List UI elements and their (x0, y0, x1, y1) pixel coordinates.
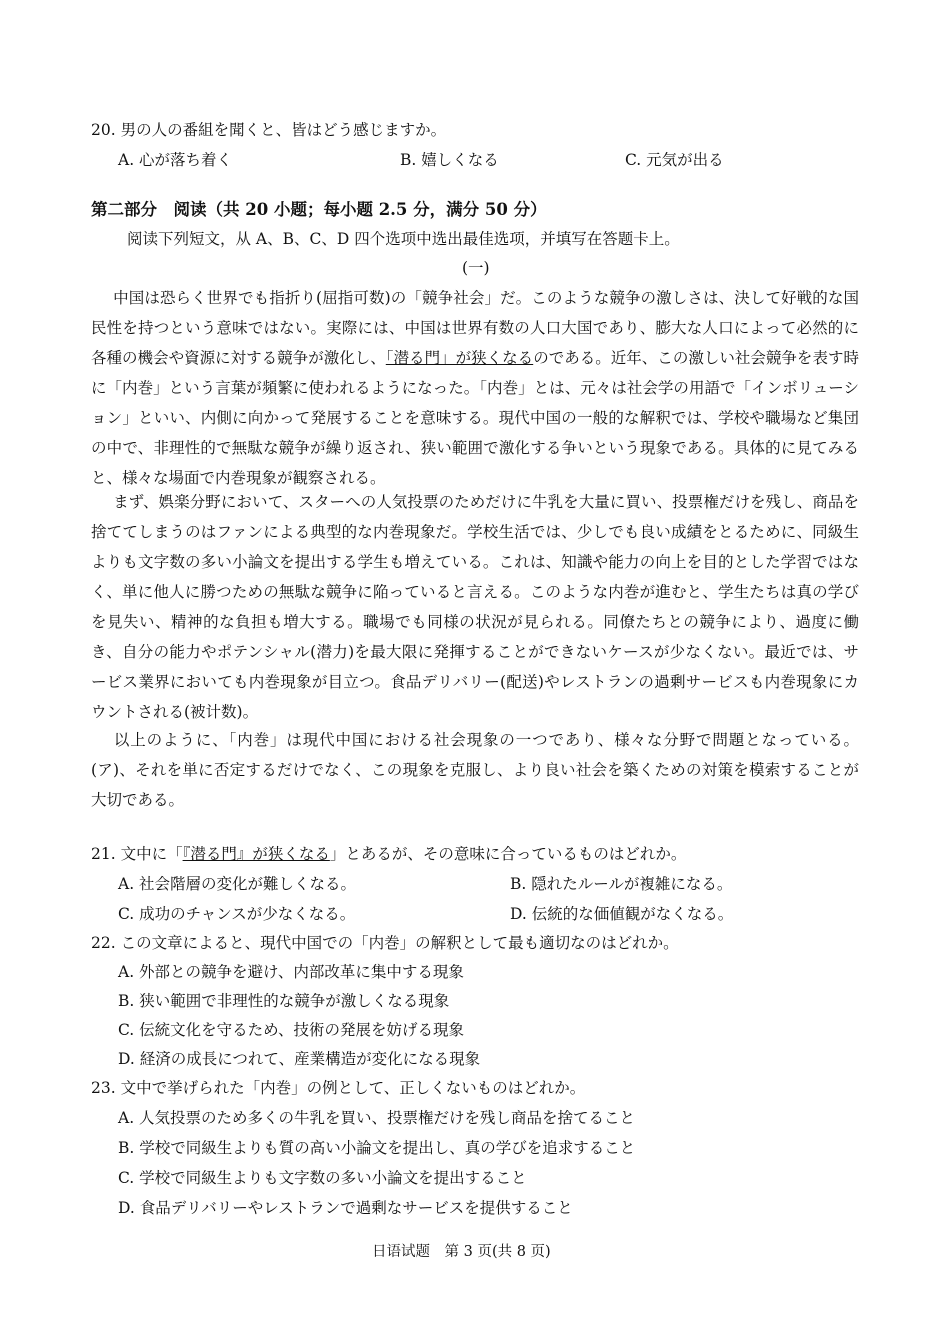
page-footer: 日语试题 第 3 页(共 8 页) (372, 1244, 551, 1260)
section-instruction: 阅读下列短文，从 A、B、C、D 四个选项中选出最佳选项，并填写在答题卡上。 (127, 230, 680, 248)
q21-underlined-phrase: 『潜る門』が狭くなる (182, 845, 330, 863)
q20-option-b: B. 嬉しくなる (400, 151, 499, 169)
q23-option-d: D. 食品デリバリーやレストランで過剰なサービスを提供すること (118, 1199, 573, 1217)
q22-option-d: D. 経済の成長につれて、産業構造が変化になる現象 (118, 1050, 481, 1068)
underlined-phrase: 「潜る門」が狭くなる (385, 349, 534, 367)
q23-stem: 23. 文中で挙げられた「内巻」の例として、正しくないものはどれか。 (91, 1079, 586, 1097)
q21-stem-a: 21. 文中に「 (91, 845, 183, 863)
q23-option-c: C. 学校で同級生よりも文字数の多い小論文を提出すること (118, 1169, 527, 1187)
passage-p3-text: 以上のように、「内巻」は現代中国における社会現象の一つであり、様々な分野で問題となっている。(ア)、それを単に否定するだけでなく、この現象を克服し、より良い社会を築くための対策を模索することが大切である。 (91, 731, 859, 809)
passage-paragraph-1 (91, 283, 859, 493)
q22-stem: 22. この文章によると、現代中国での「内巻」の解釈として最も適切なのはどれか。 (91, 934, 679, 952)
q22-option-b: B. 狭い範囲で非理性的な競争が激しくなる現象 (118, 992, 450, 1010)
q21-stem (91, 844, 686, 864)
q21-option-d: D. 伝統的な価値観がなくなる。 (510, 905, 734, 923)
q21-stem-b: 」とあるが、その意味に合っているものはどれか。 (329, 845, 687, 863)
q23-option-b: B. 学校で同級生よりも質の高い小論文を提出し、真の学びを追求すること (118, 1139, 636, 1157)
q22-option-c: C. 伝統文化を守るため、技術の発展を妨げる現象 (118, 1021, 465, 1039)
passage-p2-text: まず、娯楽分野において、スターへの人気投票のためだけに牛乳を大量に買い、投票権だけを残し、商品を捨ててしまうのはファンによる典型的な内巻現象だ。学校生活では、少しでも良い成績をとるために、同級生よりも文字数の多い小論文を提出する学生も増えている。これは、知識や能力の向上を目的とした学習ではなく、単に他人に勝つための無駄な競争に陥っていると言える。このような内巻が進むと、学生たちは真の学びを見失い、精神的な負担も増大する。職場でも同様の状況が見られる。同僚たちとの競争により、過度に働き、自分の能力やポテンシャル(潜力)を最大限に発揮することができないケースが少なくない。最近では、サービス業界においても内巻現象が目立つ。食品デリバリー(配送)やレストランの過剰サービスも内巻現象にカウントされる(被计数)。 (91, 493, 859, 721)
section-title: 第二部分 阅读（共 20 小题；每小题 2.5 分，满分 50 分） (91, 200, 547, 219)
q20-option-a: A. 心が落ち着く (118, 151, 233, 169)
q23-option-a: A. 人気投票のため多くの牛乳を買い、投票権だけを残し商品を捨てること (118, 1109, 636, 1127)
q20-option-c: C. 元気が出る (625, 151, 724, 169)
q21-option-c: C. 成功のチャンスが少なくなる。 (118, 905, 356, 923)
q21-option-b: B. 隠れたルールが複雑になる。 (510, 875, 733, 893)
passage-paragraph-3 (91, 725, 859, 815)
passage-p1-text-a: 中国は恐らく世界でも指折り(屈指可数)の「競争社会」だ。このような競争の激しさは、決して好戦的な国民性を持つという意味ではない。実際には、中国は世界有数の人口大国であり、膨大な人口によって必然的に各種の機会や資源に対する競争が激化し、 (91, 289, 859, 367)
q20-stem: 20. 男の人の番組を聞くと、皆はどう感じますか。 (91, 121, 447, 139)
q21-option-a: A. 社会階層の変化が難しくなる。 (118, 875, 357, 893)
q22-option-a: A. 外部との競争を避け、内部改革に集中する現象 (118, 963, 464, 981)
passage-paragraph-2 (91, 487, 859, 727)
passage-number: (一) (462, 259, 490, 277)
passage-p1-text-b: のである。近年、この激しい社会競争を表す時に「内巻」という言葉が頻繁に使われるようになった。「内巻」とは、元々は社会学の用語で「インボリューション」といい、内側に向かって発展することを意味する。現代中国の一般的な解釈では、学校や職場など集団の中で、非理性的で無駄な競争が繰り返され、狭い範囲で激化する争いという現象である。具体的に見てみると、様々な場面で内巻現象が観察される。 (91, 349, 859, 487)
